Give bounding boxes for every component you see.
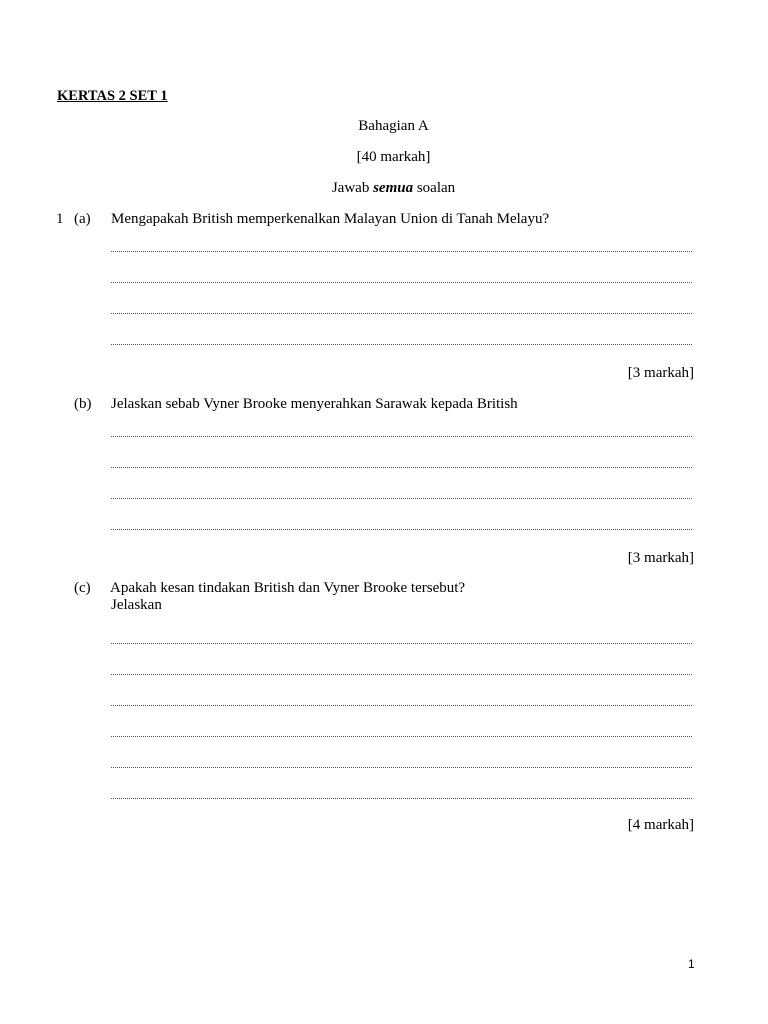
part-c-question: Apakah kesan tindakan British dan Vyner Brooke tersebut? bbox=[110, 580, 466, 596]
instruction-prefix: Jawab bbox=[331, 180, 370, 196]
paper-title: KERTAS 2 SET 1 bbox=[57, 88, 168, 104]
answer-line[interactable] bbox=[111, 798, 692, 799]
answer-line[interactable] bbox=[111, 313, 692, 314]
part-a-question: Mengapakah British memperkenalkan Malayan Union di Tanah Melayu? bbox=[111, 211, 550, 227]
answer-line[interactable] bbox=[111, 643, 692, 644]
instruction-suffix: soalan bbox=[416, 180, 456, 196]
answer-line[interactable] bbox=[111, 705, 692, 706]
answer-line[interactable] bbox=[111, 767, 692, 768]
answer-line[interactable] bbox=[111, 282, 692, 283]
question-number: 1 bbox=[56, 211, 64, 227]
answer-line[interactable] bbox=[111, 467, 692, 468]
section-marks: [40 markah] bbox=[356, 149, 431, 165]
page-number: 1 bbox=[688, 957, 695, 971]
answer-line[interactable] bbox=[111, 736, 692, 737]
instruction-emphasis: semua bbox=[373, 180, 414, 196]
part-c-label: (c) bbox=[74, 580, 91, 596]
answer-line[interactable] bbox=[111, 436, 692, 437]
answer-line[interactable] bbox=[111, 251, 692, 252]
answer-line[interactable] bbox=[111, 498, 692, 499]
part-c-question-line2: Jelaskan bbox=[111, 597, 162, 613]
answer-line[interactable] bbox=[111, 674, 692, 675]
part-a-label: (a) bbox=[74, 211, 91, 227]
section-title: Bahagian A bbox=[358, 118, 429, 134]
part-c-marks: [4 markah] bbox=[627, 817, 694, 833]
part-a-marks: [3 markah] bbox=[627, 365, 694, 381]
part-b-label: (b) bbox=[74, 396, 92, 412]
part-b-marks: [3 markah] bbox=[627, 550, 694, 566]
answer-line[interactable] bbox=[111, 344, 692, 345]
instruction bbox=[0, 179, 768, 197]
part-b-question: Jelaskan sebab Vyner Brooke menyerahkan Sarawak kepada British bbox=[111, 396, 518, 412]
answer-line[interactable] bbox=[111, 529, 692, 530]
